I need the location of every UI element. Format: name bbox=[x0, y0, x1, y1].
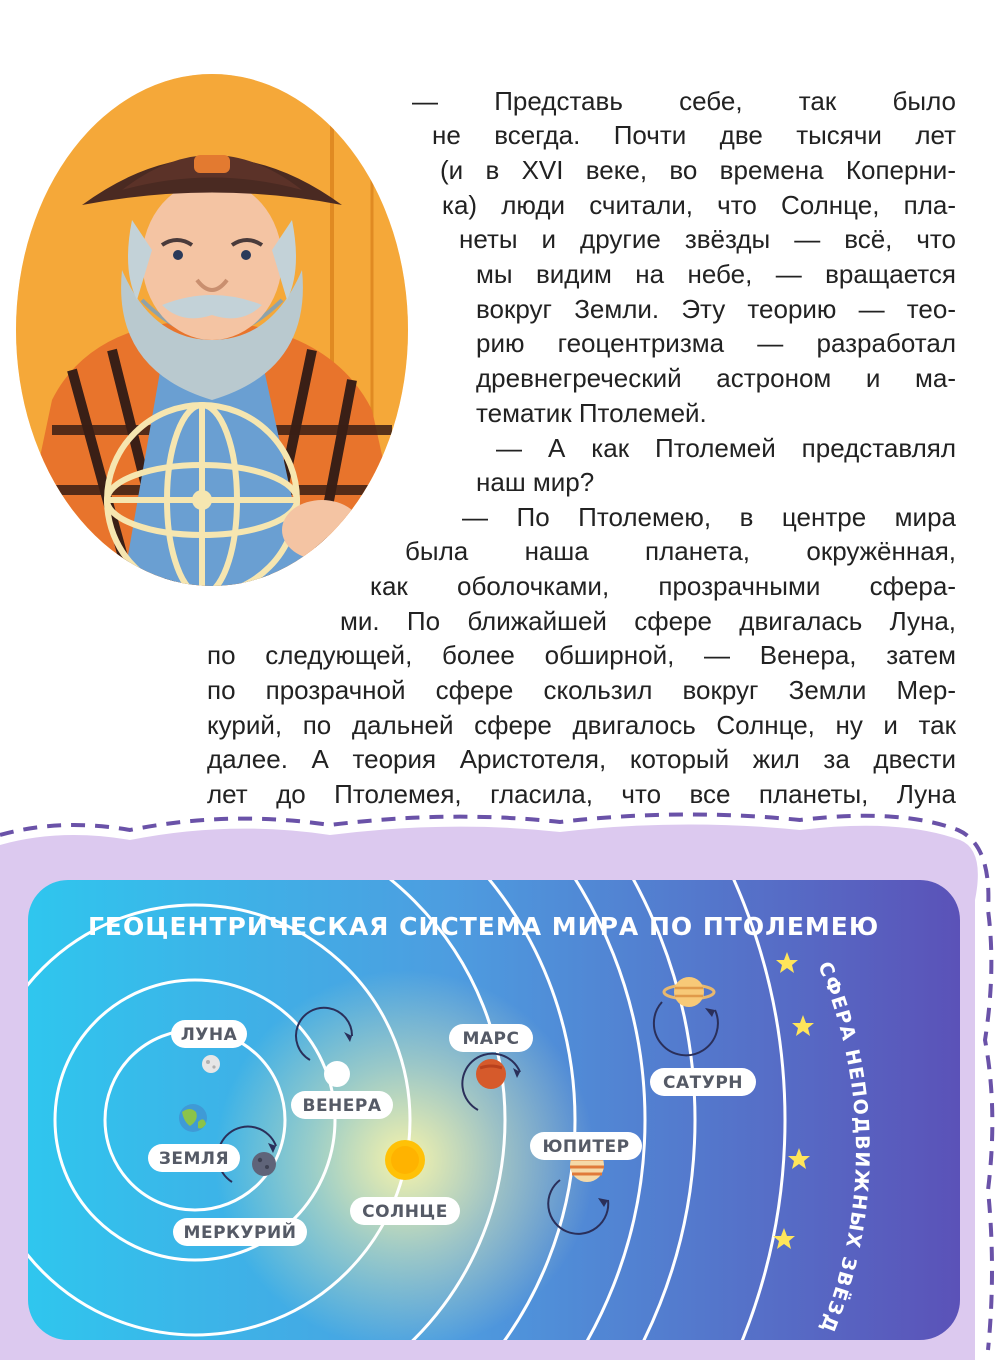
label-mars bbox=[449, 1024, 533, 1052]
svg-text:МЕРКУРИЙ: МЕРКУРИЙ bbox=[183, 1223, 297, 1243]
text-line: рию геоцентризма — разработал bbox=[476, 328, 956, 358]
text-line: древнегреческий астроном и ма- bbox=[476, 363, 956, 393]
text-line: ми. По ближайшей сфере двигалась Луна, bbox=[340, 606, 956, 636]
text-line: по следующей, более обширной, — Венера, затем bbox=[207, 640, 956, 670]
text-line: (и в XVI веке, во времена Коперни- bbox=[440, 155, 956, 185]
svg-text:ЛУНА: ЛУНА bbox=[180, 1025, 238, 1045]
moon-icon bbox=[202, 1055, 220, 1073]
text-line: — Представь себе, так было bbox=[412, 86, 956, 116]
text-line: вокруг Земли. Эту теорию — тео- bbox=[476, 294, 956, 324]
diagram-title: ГЕОЦЕНТРИЧЕСКАЯ СИСТЕМА МИРА ПО ПТОЛЕМЕЮ bbox=[88, 912, 880, 941]
text-line: не всегда. Почти две тысячи лет bbox=[432, 120, 956, 150]
svg-text:ВЕНЕРА: ВЕНЕРА bbox=[302, 1096, 382, 1116]
text-line: — По Птолемею, в центре мира bbox=[462, 502, 956, 532]
ptolemy-portrait-illustration bbox=[12, 70, 412, 590]
label-sun bbox=[350, 1197, 460, 1225]
sun-icon bbox=[385, 1140, 425, 1180]
fixed-stars-sphere-label: СФЕРА НЕПОДВИЖНЫХ ЗВЁЗД bbox=[813, 958, 874, 1337]
geocentric-system-diagram bbox=[0, 810, 1000, 1360]
svg-text:ЮПИТЕР: ЮПИТЕР bbox=[542, 1137, 630, 1157]
text-line: курий, по дальней сфере двигалось Солнце, ну и так bbox=[207, 710, 956, 740]
text-line: далее. А теория Аристотеля, который жил за двести bbox=[207, 744, 956, 774]
earth-icon bbox=[179, 1104, 207, 1132]
svg-text:ЗЕМЛЯ: ЗЕМЛЯ bbox=[158, 1149, 230, 1169]
text-line: мы видим на небе, — вращается bbox=[476, 259, 956, 289]
svg-text:СОЛНЦЕ: СОЛНЦЕ bbox=[362, 1202, 448, 1222]
text-line: наш мир? bbox=[476, 467, 595, 497]
label-moon bbox=[171, 1020, 247, 1048]
text-line: по прозрачной сфере скользил вокруг Земли Мер- bbox=[207, 675, 956, 705]
text-line: лет до Птолемея, гласила, что все планеты, Луна bbox=[207, 779, 956, 809]
label-saturn bbox=[650, 1068, 756, 1096]
label-jupiter bbox=[530, 1132, 642, 1160]
text-line: — А как Птолемей представлял bbox=[496, 433, 956, 463]
text-line: тематик Птолемей. bbox=[476, 398, 707, 428]
label-venus bbox=[291, 1091, 393, 1119]
label-mercury bbox=[173, 1218, 307, 1246]
text-line: ка) люди считали, что Солнце, пла- bbox=[442, 190, 956, 220]
venus-icon bbox=[324, 1061, 350, 1087]
label-earth bbox=[148, 1144, 240, 1172]
svg-text:САТУРН: САТУРН bbox=[662, 1073, 744, 1093]
text-line: как оболочками, прозрачными сфера- bbox=[370, 571, 956, 601]
text-line: неты и другие звёзды — всё, что bbox=[459, 224, 956, 254]
svg-text:МАРС: МАРС bbox=[462, 1029, 520, 1049]
mars-icon bbox=[476, 1059, 506, 1089]
text-line: была наша планета, окружённая, bbox=[405, 536, 956, 566]
mercury-icon bbox=[252, 1152, 276, 1176]
